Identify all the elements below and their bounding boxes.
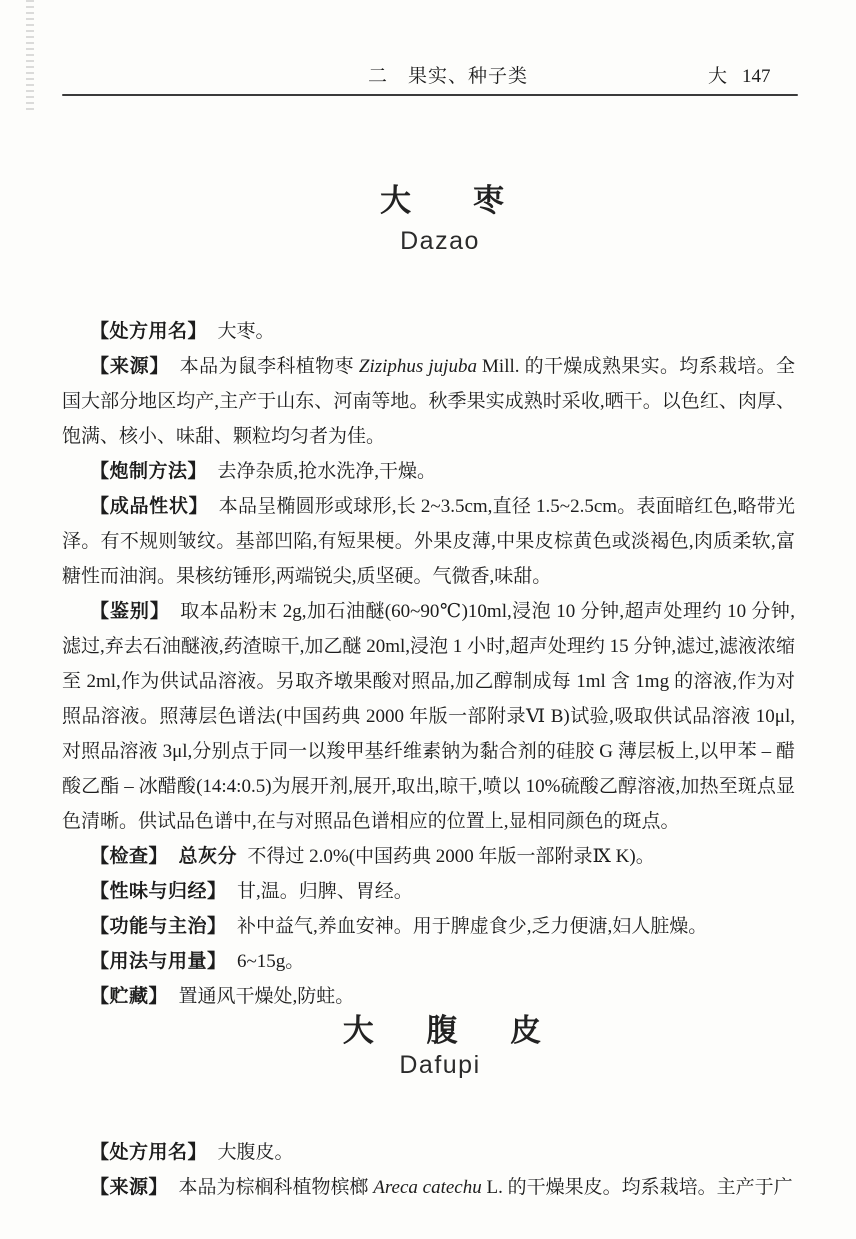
- section-text-run: 本品呈椭圆形或球形,长 2~3.5cm,直径 1.5~2.5cm。表面暗红色,略带光泽。有不规则皱纹。基部凹陷,有短果梗。外果皮薄,中果皮棕黄色或淡褐色,肉质柔软,富糖性而油润。果核纺锤形,两端锐尖,质坚硬。气微香,味甜。: [62, 496, 795, 587]
- section-label: 【检查】: [90, 846, 169, 867]
- entry-title: [14, 1012, 856, 1049]
- header-rule: [62, 94, 798, 96]
- section-paragraph: [62, 489, 795, 594]
- section-label: 【鉴别】: [90, 601, 170, 622]
- section-text-run: 置通风干燥处,防蛀。: [178, 986, 355, 1007]
- entry-title: [14, 182, 856, 219]
- section-paragraph: [62, 349, 795, 454]
- section-label: 【炮制方法】: [90, 461, 208, 482]
- entry-pinyin: Dazao: [400, 227, 480, 255]
- section-label: 【成品性状】: [90, 496, 209, 517]
- section-label: 【用法与用量】: [90, 951, 227, 972]
- section-text-run: 大枣。: [217, 321, 275, 342]
- section-label: 【贮藏】: [90, 986, 169, 1007]
- section-paragraph: [62, 874, 795, 909]
- section-paragraph: [62, 839, 795, 874]
- entry-pinyin-row: [12, 1051, 856, 1079]
- section-text-run: 6~15g。: [236, 951, 305, 972]
- section-text-run: 甘,温。归脾、胃经。: [236, 881, 413, 902]
- section-text-run: 大腹皮。: [217, 1142, 294, 1163]
- section-paragraph: [62, 909, 795, 944]
- section-text-run: 取本品粉末 2g,加石油醚(60~90℃)10ml,浸泡 10 分钟,超声处理约 10 分钟,滤过,弃去石油醚液,药渣晾干,加乙醚 20ml,浸泡 1 小时,超声处理约 15 分钟,滤过,滤液浓缩至 2ml,作为供试品溶液。另取齐墩果酸对照品,加乙醇制成每 1ml 含 1mg 的溶液,作为对照品溶液。照薄层色谱法(中国药典 2000 年版一部附录Ⅵ B)试验,吸取供试品溶液 10μl,对照品溶液 3μl,分别点于同一以羧甲基纤维素钠为黏合剂的硅胶 G 薄层板上,以甲苯 – 醋酸乙酯 – 冰醋酸(14:4:0.5)为展开剂,展开,取出,晾干,喷以 10%硫酸乙醇溶液,加热至斑点显色清晰。供试品色谱中,在与对照品色谱相应的位置上,显相同颜色的斑点。: [62, 601, 795, 832]
- section-text-run: 总灰分: [178, 846, 237, 867]
- section-paragraph: [62, 1170, 795, 1205]
- section-paragraph: [62, 1135, 795, 1170]
- section-label: 【处方用名】: [90, 1142, 208, 1163]
- section-label: 【功能与主治】: [90, 916, 227, 937]
- entry-sections: [62, 314, 795, 1014]
- section-text-run: 不得过 2.0%(中国药典 2000 年版一部附录Ⅸ K)。: [247, 846, 655, 867]
- section-text-run: 去净杂质,抢水洗净,干燥。: [217, 461, 436, 482]
- section-text-run: 本品为棕榈科植物槟榔: [178, 1177, 374, 1198]
- running-header-pageinfo: [708, 66, 771, 88]
- running-header-chapter: 二 果实、种子类: [368, 66, 529, 87]
- section-text-run: Mill. 的干燥成熟果实。均系栽培。全国大部分地区均产,主产于山东、河南等地。秋季果实成熟时采收,晒干。以色红、肉厚、饱满、核小、味甜、颗粒均匀者为佳。: [62, 356, 795, 447]
- section-text-run: Ziziphus jujuba: [358, 356, 477, 377]
- entry-pinyin: Dafupi: [399, 1051, 481, 1079]
- running-header-index-char: 大: [708, 66, 728, 87]
- section-paragraph: [62, 944, 795, 979]
- section-paragraph: [62, 454, 795, 489]
- section-label: 【来源】: [90, 1177, 169, 1198]
- section-paragraph: [62, 594, 795, 839]
- section-paragraph: [62, 979, 795, 1014]
- scan-artifact-band: [26, 0, 34, 112]
- entry-sections: [62, 1135, 795, 1205]
- section-label: 【处方用名】: [90, 321, 208, 342]
- page-number: 147: [742, 66, 771, 87]
- section-text-run: L. 的干燥果皮。均系栽培。主产于广: [481, 1177, 793, 1198]
- section-text-run: Areca catechu: [373, 1177, 482, 1198]
- section-label: 【性味与归经】: [90, 881, 227, 902]
- section-label: 【来源】: [90, 356, 170, 377]
- section-paragraph: [62, 314, 795, 349]
- entry-title-text: 大腹皮: [342, 1013, 594, 1048]
- section-text-run: 本品为鼠李科植物枣: [179, 356, 359, 377]
- entry-title-text: 大枣: [380, 183, 566, 218]
- section-text-run: 补中益气,养血安神。用于脾虚食少,乏力便溏,妇人脏燥。: [236, 916, 708, 937]
- entry-pinyin-row: [12, 227, 856, 255]
